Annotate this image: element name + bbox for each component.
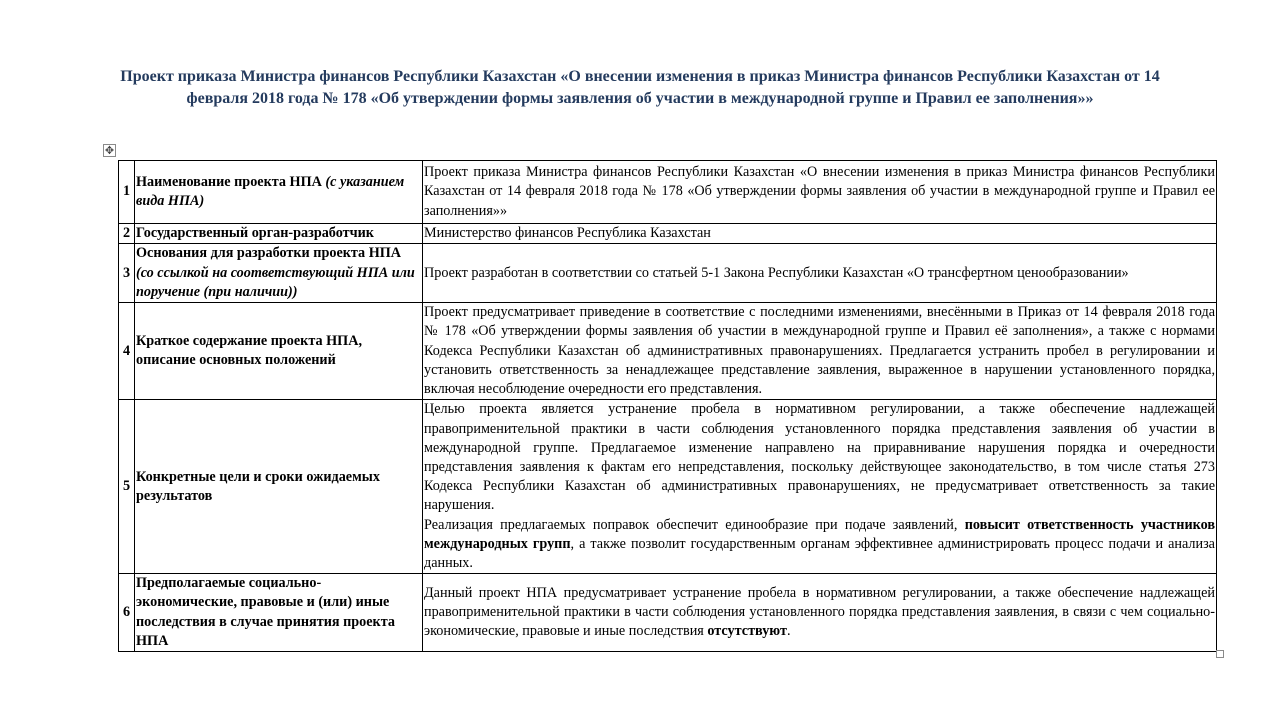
row-label — [135, 161, 423, 224]
table-row — [119, 574, 1217, 652]
row-label-note: (с указанием вида НПА) — [136, 173, 405, 209]
description-text: . — [786, 623, 791, 640]
row-description: Проект предусматривает приведение в соответствие с последними изменениями, внесёнными в Приказ от 14 февраля 2018 года № 178 «Об утверждении формы заявления об участии в международной группе и Правил её заполнения», а также с нормами Кодекса Республики Казахстан об административных правонарушениях. Предлагается устранить пробел в регулировании и установить ответственность за ненадлежащее представление заявления, выраженное в нарушении установленного порядка, включая несоблюдение очередности его представления. — [423, 303, 1217, 400]
row-description — [423, 400, 1217, 574]
row-description: Министерство финансов Республика Казахстан — [423, 224, 1217, 244]
row-description: Проект разработан в соответствии со статьей 5-1 Закона Республики Казахстан «О трансфертном ценообразовании» — [423, 244, 1217, 303]
description-text: , а также позволит государственным органам эффективнее администрировать процесс подачи и анализа данных. — [424, 535, 1215, 571]
row-label — [135, 244, 423, 303]
row-number: 6 — [119, 574, 135, 652]
description-text: Реализация предлагаемых поправок обеспечит единообразие при подаче заявлений, — [424, 516, 958, 533]
document-title: Проект приказа Министра финансов Республики Казахстан «О внесении изменения в приказ Министра финансов Республики Казахстан от 14 февраля 2018 года № 178 «Об утверждении формы заявления об участии в международной группе и Правил ее заполнения»» — [120, 68, 1160, 107]
row-label-text: Конкретные цели и сроки ожидаемых результатов — [136, 468, 380, 504]
row-label — [135, 574, 423, 652]
table-resize-handle[interactable] — [1216, 650, 1224, 658]
description-paragraph: Целью проекта является устранение пробела в нормативном регулировании, а также обеспечение надлежащей правоприменительной практики в части соблюдения установленного порядка представления заявления об участии в международной группе. Предлагаемое изменение направлено на приравнивание нарушения порядка и очередности представления заявления к фактам его непредставления, поскольку действующее законодательство, в том числе статья 273 Кодекса Республики Казахстан об административных правонарушениях, не предусматривает ответственность за такие нарушения. — [424, 401, 1215, 514]
row-label — [135, 303, 423, 400]
row-label-text: Основания для разработки проекта НПА — [136, 245, 402, 262]
description-bold-text: повысит ответственность участников международных групп — [424, 516, 1216, 552]
table-row — [119, 244, 1217, 303]
row-label-text: Краткое содержание проекта НПА, описание основных положений — [136, 333, 362, 369]
row-number: 2 — [119, 224, 135, 244]
row-number: 4 — [119, 303, 135, 400]
table-move-handle-icon[interactable]: ✥ — [104, 144, 115, 157]
description-bold-text: отсутствуют — [707, 623, 787, 640]
row-label-text: Государственный орган-разработчик — [136, 225, 374, 241]
row-number: 5 — [119, 400, 135, 574]
row-number: 3 — [119, 244, 135, 303]
table-row — [119, 303, 1217, 400]
row-label — [135, 400, 423, 574]
row-description — [423, 574, 1217, 652]
description-text: Данный проект НПА предусматривает устранение пробела в нормативном регулировании, а также обеспечение надлежащей правоприменительной практики в части соблюдения установленного порядка представления заявления, в связи с чем социально-экономические, правовые и иные последствия — [424, 584, 1215, 640]
row-number: 1 — [119, 161, 135, 224]
row-label-text: Наименование проекта НПА — [136, 173, 322, 190]
table-row — [119, 224, 1217, 244]
row-label-text: Предполагаемые социально-экономические, правовые и (или) иные последствия в случае принятия проекта НПА — [136, 575, 395, 649]
row-label — [135, 224, 423, 244]
table-row — [119, 161, 1217, 224]
row-label-note: (со ссылкой на соответствующий НПА или поручение (при наличии)) — [136, 264, 415, 300]
description-paragraph — [424, 516, 1215, 574]
npa-info-table — [118, 160, 1217, 652]
table-row — [119, 400, 1217, 574]
row-description: Проект приказа Министра финансов Республики Казахстан «О внесении изменения в приказ Министра финансов Республики Казахстан от 14 февраля 2018 года № 178 «Об утверждении формы заявления об участии в международной группе и Правил ее заполнения»» — [423, 161, 1217, 224]
